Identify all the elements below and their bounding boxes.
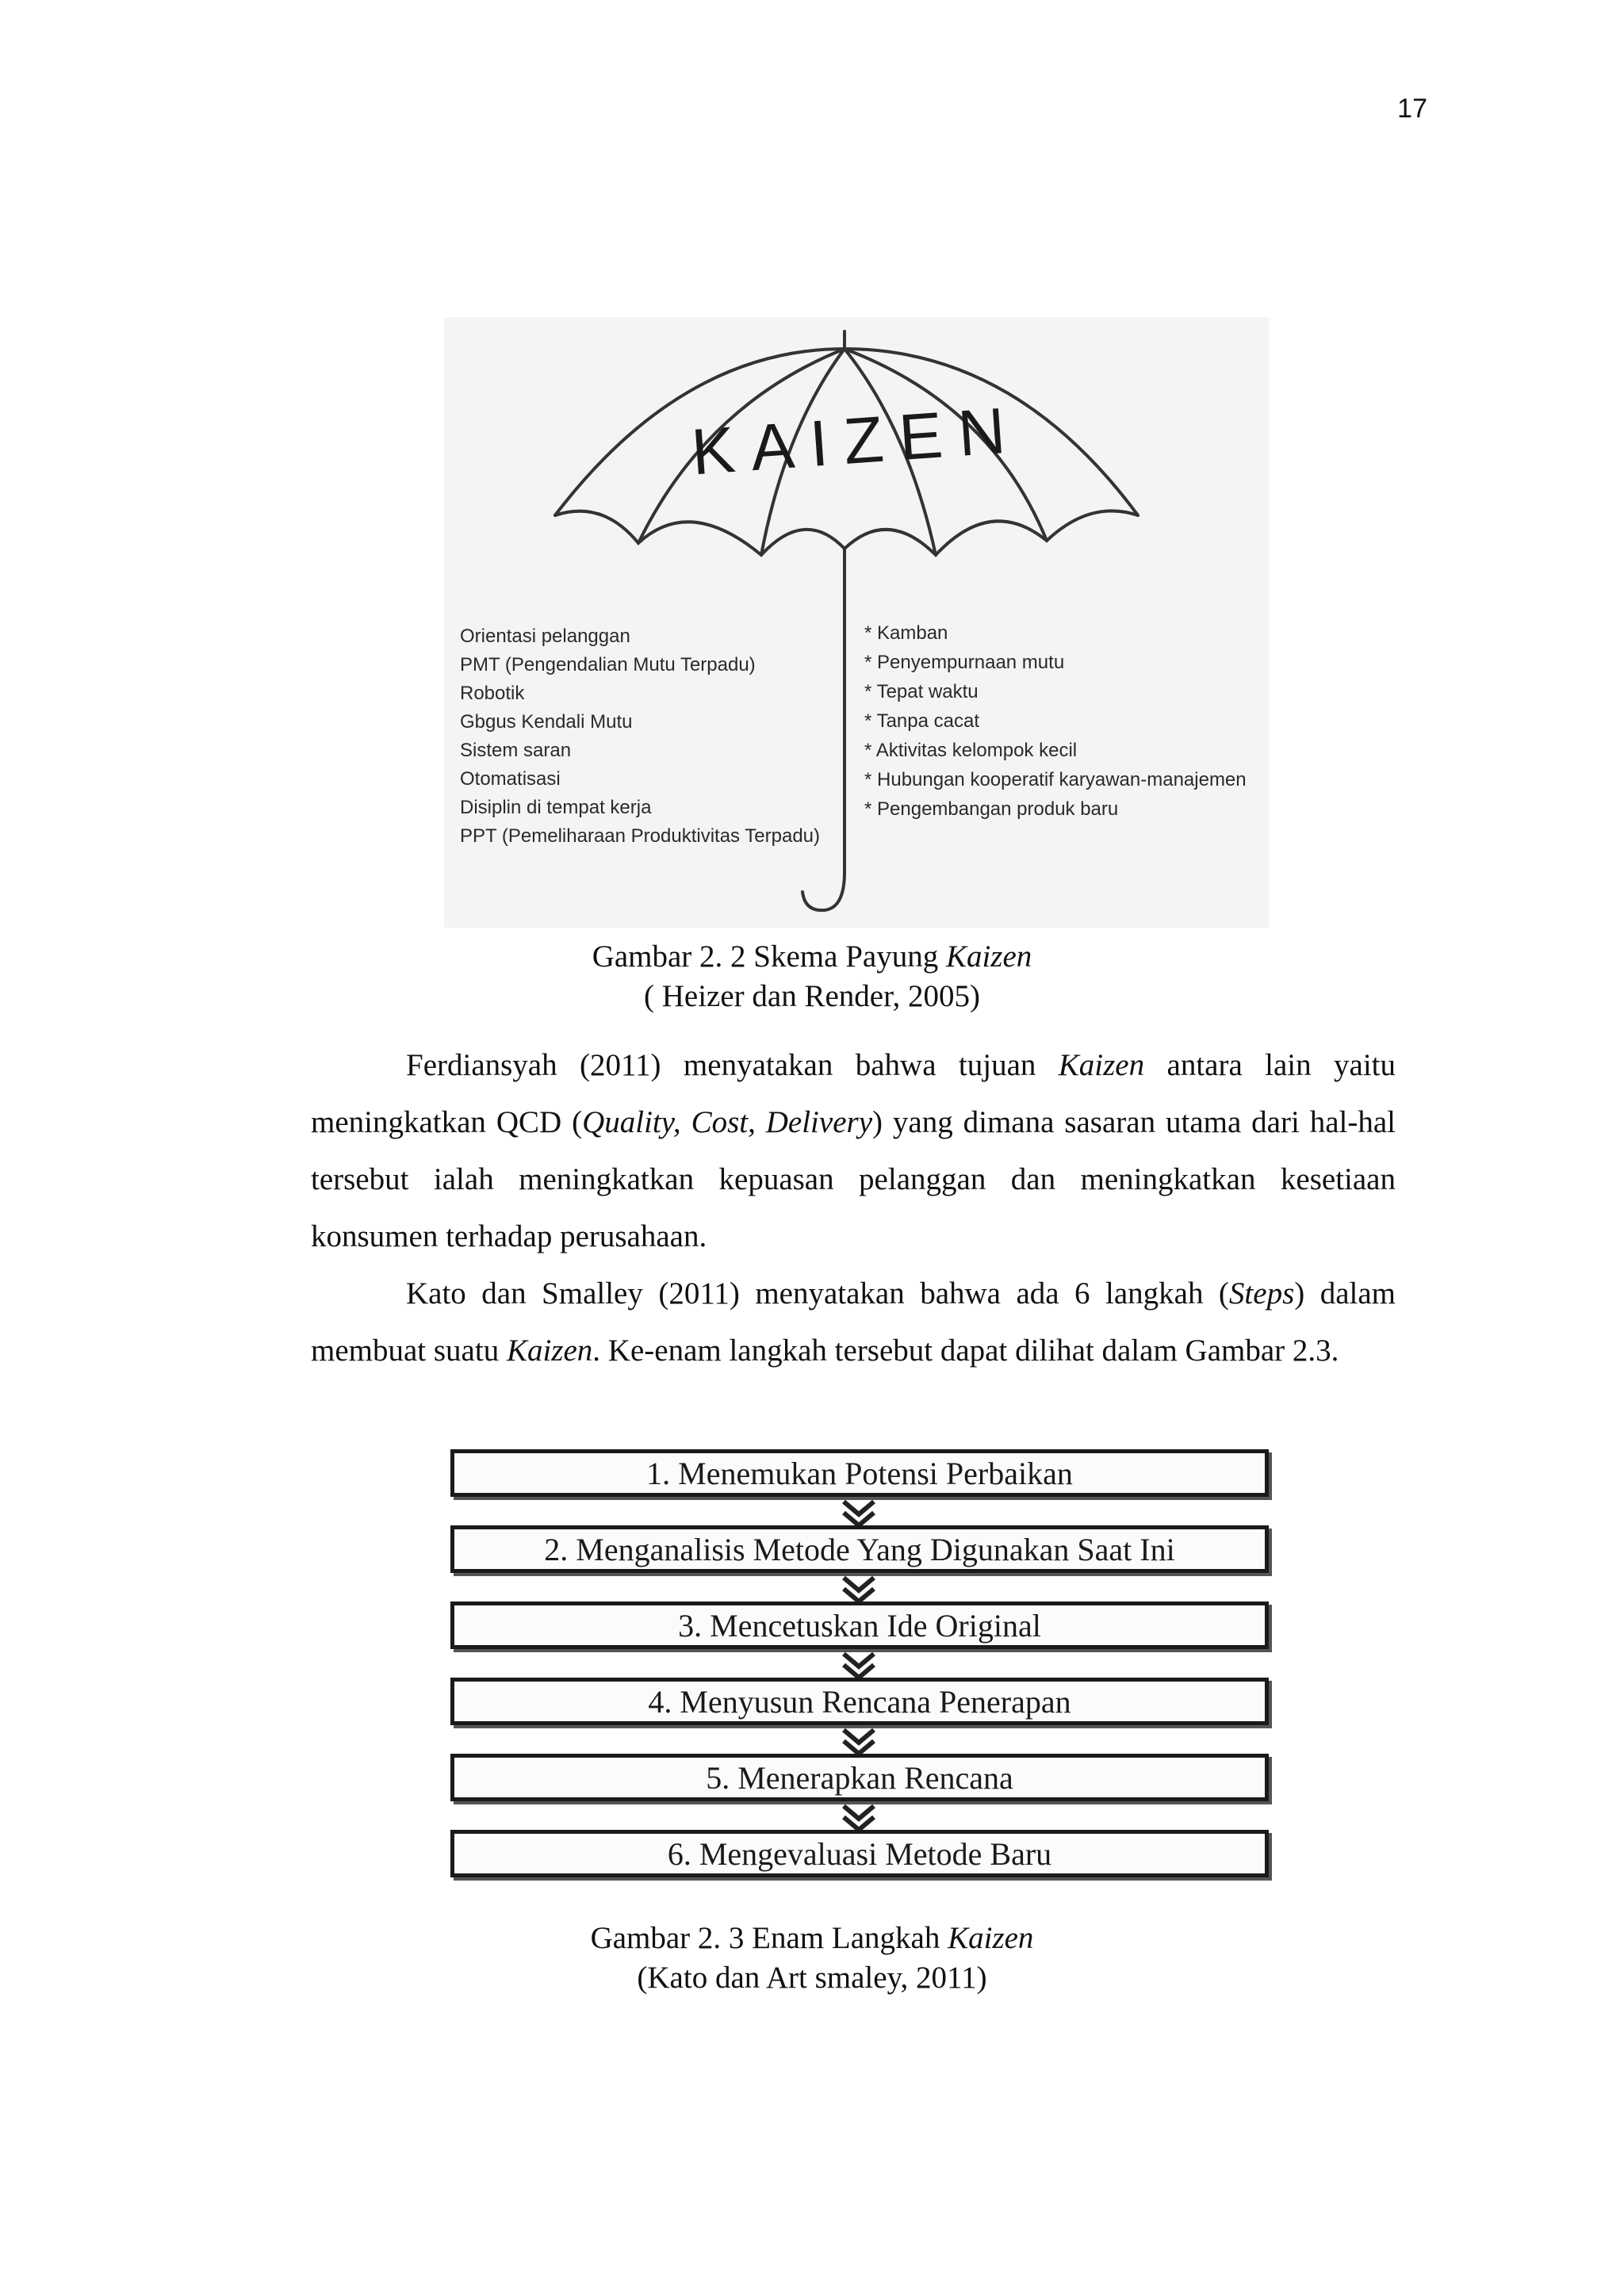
list-item: Otomatisasi — [460, 768, 561, 790]
list-item: * Kamban — [864, 618, 1265, 648]
list-item: Disiplin di tempat kerja — [460, 797, 652, 818]
kaizen-steps-figure — [450, 1449, 1275, 1893]
list-item: PMT (Pengendalian Mutu Terpadu) — [460, 654, 756, 675]
paragraph-italic: Quality, Cost, Delivery — [582, 1105, 872, 1139]
umbrella-right-list — [864, 618, 1265, 824]
step-box: 4. Menyusun Rencana Penerapan — [450, 1678, 1269, 1725]
caption-text: Gambar 2. 2 Skema Payung — [592, 939, 946, 974]
umbrella-left-list — [460, 622, 820, 851]
list-item: * Tanpa cacat — [864, 706, 1265, 736]
list-item: Robotik — [460, 683, 525, 704]
caption-title — [0, 937, 1624, 977]
list-item: Orientasi pelanggan — [460, 626, 630, 647]
paragraph-text: . Ke-enam langkah tersebut dapat dilihat dalam Gambar 2.3. — [592, 1334, 1339, 1368]
paragraph-italic: Steps — [1228, 1276, 1295, 1311]
list-item: * Penyempurnaan mutu — [864, 648, 1265, 677]
paragraph-text: Ferdiansyah (2011) menyatakan bahwa tujuan — [406, 1048, 1059, 1082]
umbrella-title: KAIZEN — [689, 393, 1024, 489]
caption-italic: Kaizen — [945, 939, 1032, 974]
list-item: * Pengembangan produk baru — [864, 794, 1265, 824]
figure-caption — [0, 937, 1624, 1016]
arrow-down-icon — [839, 1803, 879, 1833]
arrow-down-icon — [839, 1498, 879, 1529]
list-item: Sistem saran — [460, 740, 572, 761]
body-paragraph — [311, 1265, 1396, 1380]
caption-source: ( Heizer dan Render, 2005) — [643, 979, 980, 1013]
step-box: 6. Mengevaluasi Metode Baru — [450, 1830, 1269, 1877]
kaizen-umbrella-figure — [444, 317, 1269, 928]
paragraph-text: ) yang dimana sasaran utama dari hal-hal tersebut ialah meningkatkan kepuasan pelanggan dan meningkatkan kesetiaan konsumen terhadap perusahaan. — [311, 1105, 1396, 1253]
list-item: * Aktivitas kelompok kecil — [864, 736, 1265, 765]
body-paragraph — [311, 1037, 1396, 1265]
step-box: 2. Menganalisis Metode Yang Digunakan Saat Ini — [450, 1525, 1269, 1573]
step-box: 5. Menerapkan Rencana — [450, 1754, 1269, 1801]
step-box: 1. Menemukan Potensi Perbaikan — [450, 1449, 1269, 1497]
paragraph-italic: Kaizen — [506, 1334, 593, 1368]
caption-source: (Kato dan Art smaley, 2011) — [637, 1961, 987, 1995]
list-item: * Hubungan kooperatif karyawan-manajemen — [864, 765, 1265, 794]
figure-caption — [0, 1919, 1624, 1998]
list-item: Gbgus Kendali Mutu — [460, 711, 633, 733]
page-number: 17 — [1397, 94, 1427, 124]
arrow-down-icon — [839, 1651, 879, 1681]
paragraph-text: ) dalam membuat suatu — [311, 1276, 1396, 1368]
paragraph-text: Kato dan Smalley (2011) menyatakan bahwa ada 6 langkah ( — [406, 1276, 1229, 1311]
step-box: 3. Mencetuskan Ide Original — [450, 1601, 1269, 1649]
arrow-down-icon — [839, 1575, 879, 1605]
caption-italic: Kaizen — [948, 1921, 1034, 1955]
paragraph-text: antara lain yaitu meningkatkan QCD ( — [311, 1048, 1396, 1139]
list-item: PPT (Pemeliharaan Produktivitas Terpadu) — [460, 825, 821, 847]
arrow-down-icon — [839, 1727, 879, 1757]
caption-title — [0, 1919, 1624, 1958]
caption-text: Gambar 2. 3 Enam Langkah — [590, 1921, 948, 1955]
paragraph-italic: Kaizen — [1058, 1048, 1145, 1082]
list-item: * Tepat waktu — [864, 677, 1265, 706]
